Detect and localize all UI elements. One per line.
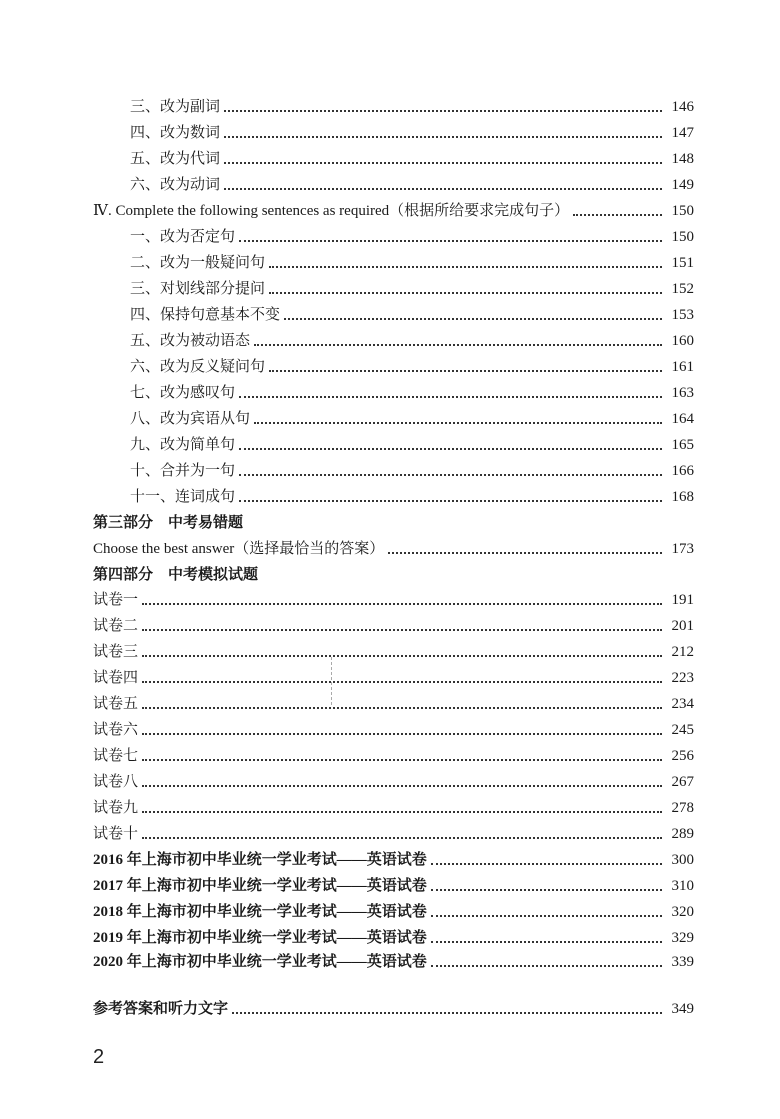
toc-entry-underline-question[interactable] (0, 274, 780, 298)
toc-entry-page: 152 (671, 281, 694, 297)
toc-entry-exam-2017[interactable] (0, 871, 780, 895)
toc-entry-label: 五、改为代词 (130, 151, 221, 167)
toc-entry-label: 十、合并为一句 (130, 463, 236, 479)
toc-part-four-heading[interactable] (0, 560, 780, 584)
toc-entry-page: 150 (671, 229, 694, 245)
toc-entry-exam-2016[interactable] (0, 845, 780, 869)
toc-entry-page: 289 (671, 826, 694, 842)
toc-entry-paper-8[interactable] (0, 767, 780, 791)
toc-leader (269, 370, 662, 372)
toc-entry-paper-7[interactable] (0, 741, 780, 765)
toc-entry-label: 六、改为动词 (130, 177, 221, 193)
toc-entry-label: 2019 年上海市初中毕业统一学业考试——英语试卷 (93, 930, 427, 946)
toc-entry-label: 2016 年上海市初中毕业统一学业考试——英语试卷 (93, 852, 427, 868)
toc-entry-label: 一、改为否定句 (130, 229, 236, 245)
toc-entry-paper-5[interactable] (0, 689, 780, 713)
toc-entry-paper-2[interactable] (0, 611, 780, 635)
toc-entry-label: 2020 年上海市初中毕业统一学业考试——英语试卷 (93, 954, 427, 970)
toc-entry-paper-10[interactable] (0, 819, 780, 843)
toc-entry-negative[interactable] (0, 222, 780, 246)
toc-entry-page: 164 (671, 411, 694, 427)
toc-entry-page: 212 (671, 644, 694, 660)
toc-leader (239, 474, 662, 476)
toc-entry-label: 试卷一 (93, 592, 139, 608)
toc-leader (142, 785, 662, 787)
toc-entry-page: 329 (671, 930, 694, 946)
toc-entry-page: 147 (671, 125, 694, 141)
toc-entry-page: 153 (671, 307, 694, 323)
toc-entry-page: 300 (671, 852, 694, 868)
toc-leader (269, 266, 662, 268)
page-number: 2 (93, 1046, 105, 1068)
toc-entry-keep-meaning[interactable] (0, 300, 780, 324)
toc-entry-page: 310 (671, 878, 694, 894)
toc-entry-object-clause[interactable] (0, 404, 780, 428)
toc-entry-page: 173 (671, 541, 694, 557)
toc-entry-word-order[interactable] (0, 482, 780, 506)
toc-entry-page: 267 (671, 774, 694, 790)
toc-entry-label: Choose the best answer（选择最恰当的答案） (93, 541, 385, 557)
toc-leader (224, 188, 662, 190)
toc-leader (224, 162, 662, 164)
toc-entry-label: 三、对划线部分提问 (130, 281, 266, 297)
toc-entry-label: 九、改为简单句 (130, 437, 236, 453)
toc-entry-label: 2018 年上海市初中毕业统一学业考试——英语试卷 (93, 904, 427, 920)
toc-entry-page: 161 (671, 359, 694, 375)
toc-entry-label: 2017 年上海市初中毕业统一学业考试——英语试卷 (93, 878, 427, 894)
toc-entry-exclamatory[interactable] (0, 378, 780, 402)
toc-entry-label: 二、改为一般疑问句 (130, 255, 266, 271)
toc-entry-page: 339 (671, 954, 694, 970)
toc-entry-page: 146 (671, 99, 694, 115)
toc-entry-numeral[interactable] (0, 118, 780, 142)
toc-entry-label: 四、保持句意基本不变 (130, 307, 281, 323)
toc-leader (142, 681, 662, 683)
toc-leader (142, 759, 662, 761)
toc-entry-exam-2018[interactable] (0, 897, 780, 921)
toc-heading-label: 第四部分 中考模拟试题 (93, 567, 259, 583)
toc-leader (269, 292, 662, 294)
toc-leader (142, 707, 662, 709)
toc-entry-page: 166 (671, 463, 694, 479)
toc-entry-verb[interactable] (0, 170, 780, 194)
toc-entry-page: 148 (671, 151, 694, 167)
toc-leader (573, 214, 662, 216)
toc-entry-page: 234 (671, 696, 694, 712)
toc-leader (431, 863, 662, 865)
toc-leader (224, 110, 662, 112)
toc-leader (284, 318, 662, 320)
toc-entry-paper-9[interactable] (0, 793, 780, 817)
toc-entry-label: 试卷七 (93, 748, 139, 764)
toc-entry-label: 试卷八 (93, 774, 139, 790)
scan-artifact-line (331, 657, 332, 705)
toc-entry-choose-best-answer[interactable] (0, 534, 780, 558)
toc-entry-page: 191 (671, 592, 694, 608)
toc-entry-label: 试卷三 (93, 644, 139, 660)
toc-entry-exam-2020[interactable] (0, 947, 780, 971)
toc-entry-label: 试卷四 (93, 670, 139, 686)
toc-entry-page: 149 (671, 177, 694, 193)
toc-leader (254, 344, 662, 346)
toc-entry-label: 六、改为反义疑问句 (130, 359, 266, 375)
toc-entry-paper-3[interactable] (0, 637, 780, 661)
toc-leader (239, 240, 662, 242)
toc-leader (142, 811, 662, 813)
toc-leader (142, 655, 662, 657)
toc-entry-page: 165 (671, 437, 694, 453)
toc-entry-page: 223 (671, 670, 694, 686)
toc-entry-label: 八、改为宾语从句 (130, 411, 251, 427)
toc-entry-page: 349 (671, 1001, 694, 1017)
toc-entry-page: 256 (671, 748, 694, 764)
toc-leader (142, 837, 662, 839)
toc-entry-label: 试卷十 (93, 826, 139, 842)
toc-entry-label: 试卷六 (93, 722, 139, 738)
toc-entry-label: 十一、连词成句 (130, 489, 236, 505)
toc-leader (431, 889, 662, 891)
toc-entry-page: 163 (671, 385, 694, 401)
toc-leader (224, 136, 662, 138)
toc-entry-page: 278 (671, 800, 694, 816)
toc-leader (142, 629, 662, 631)
toc-leader (142, 733, 662, 735)
toc-entry-paper-6[interactable] (0, 715, 780, 739)
toc-leader (142, 603, 662, 605)
toc-entry-label: 试卷九 (93, 800, 139, 816)
toc-entry-label: 七、改为感叹句 (130, 385, 236, 401)
toc-leader (239, 448, 662, 450)
toc-entry-page: 245 (671, 722, 694, 738)
toc-entry-paper-4[interactable] (0, 663, 780, 687)
toc-entry-label: 试卷二 (93, 618, 139, 634)
toc-entry-answers[interactable] (0, 994, 780, 1018)
toc-entry-page: 201 (671, 618, 694, 634)
toc-entry-pronoun[interactable] (0, 144, 780, 168)
toc-entry-label: 参考答案和听力文字 (93, 1001, 229, 1017)
toc-entry-page: 160 (671, 333, 694, 349)
toc-leader (254, 422, 662, 424)
toc-section-complete-sentences[interactable] (0, 196, 780, 220)
toc-entry-page: 168 (671, 489, 694, 505)
toc-entry-label: Ⅳ. Complete the following sentences as required（根据所给要求完成句子） (93, 203, 570, 219)
toc-leader (431, 915, 662, 917)
toc-entry-general-question[interactable] (0, 248, 780, 272)
toc-leader (239, 396, 662, 398)
toc-heading-label: 第三部分 中考易错题 (93, 515, 244, 531)
toc-entry-label: 五、改为被动语态 (130, 333, 251, 349)
toc-leader (232, 1012, 662, 1014)
toc-entry-simple-sentence[interactable] (0, 430, 780, 454)
toc-leader (239, 500, 662, 502)
toc-entry-page: 150 (671, 203, 694, 219)
toc-entry-page: 320 (671, 904, 694, 920)
toc-entry-label: 四、改为数词 (130, 125, 221, 141)
toc-leader (431, 965, 662, 967)
toc-leader (388, 552, 662, 554)
toc-part-three-heading[interactable] (0, 508, 780, 532)
toc-entry-passive[interactable] (0, 326, 780, 350)
toc-entry-paper-1[interactable] (0, 585, 780, 609)
toc-entry-label: 试卷五 (93, 696, 139, 712)
toc-entry-tag-question[interactable] (0, 352, 780, 376)
toc-leader (431, 941, 662, 943)
toc-entry-label: 三、改为副词 (130, 99, 221, 115)
toc-entry-adverb[interactable] (0, 92, 780, 116)
toc-entry-page: 151 (671, 255, 694, 271)
toc-entry-exam-2019[interactable] (0, 923, 780, 947)
toc-entry-combine[interactable] (0, 456, 780, 480)
